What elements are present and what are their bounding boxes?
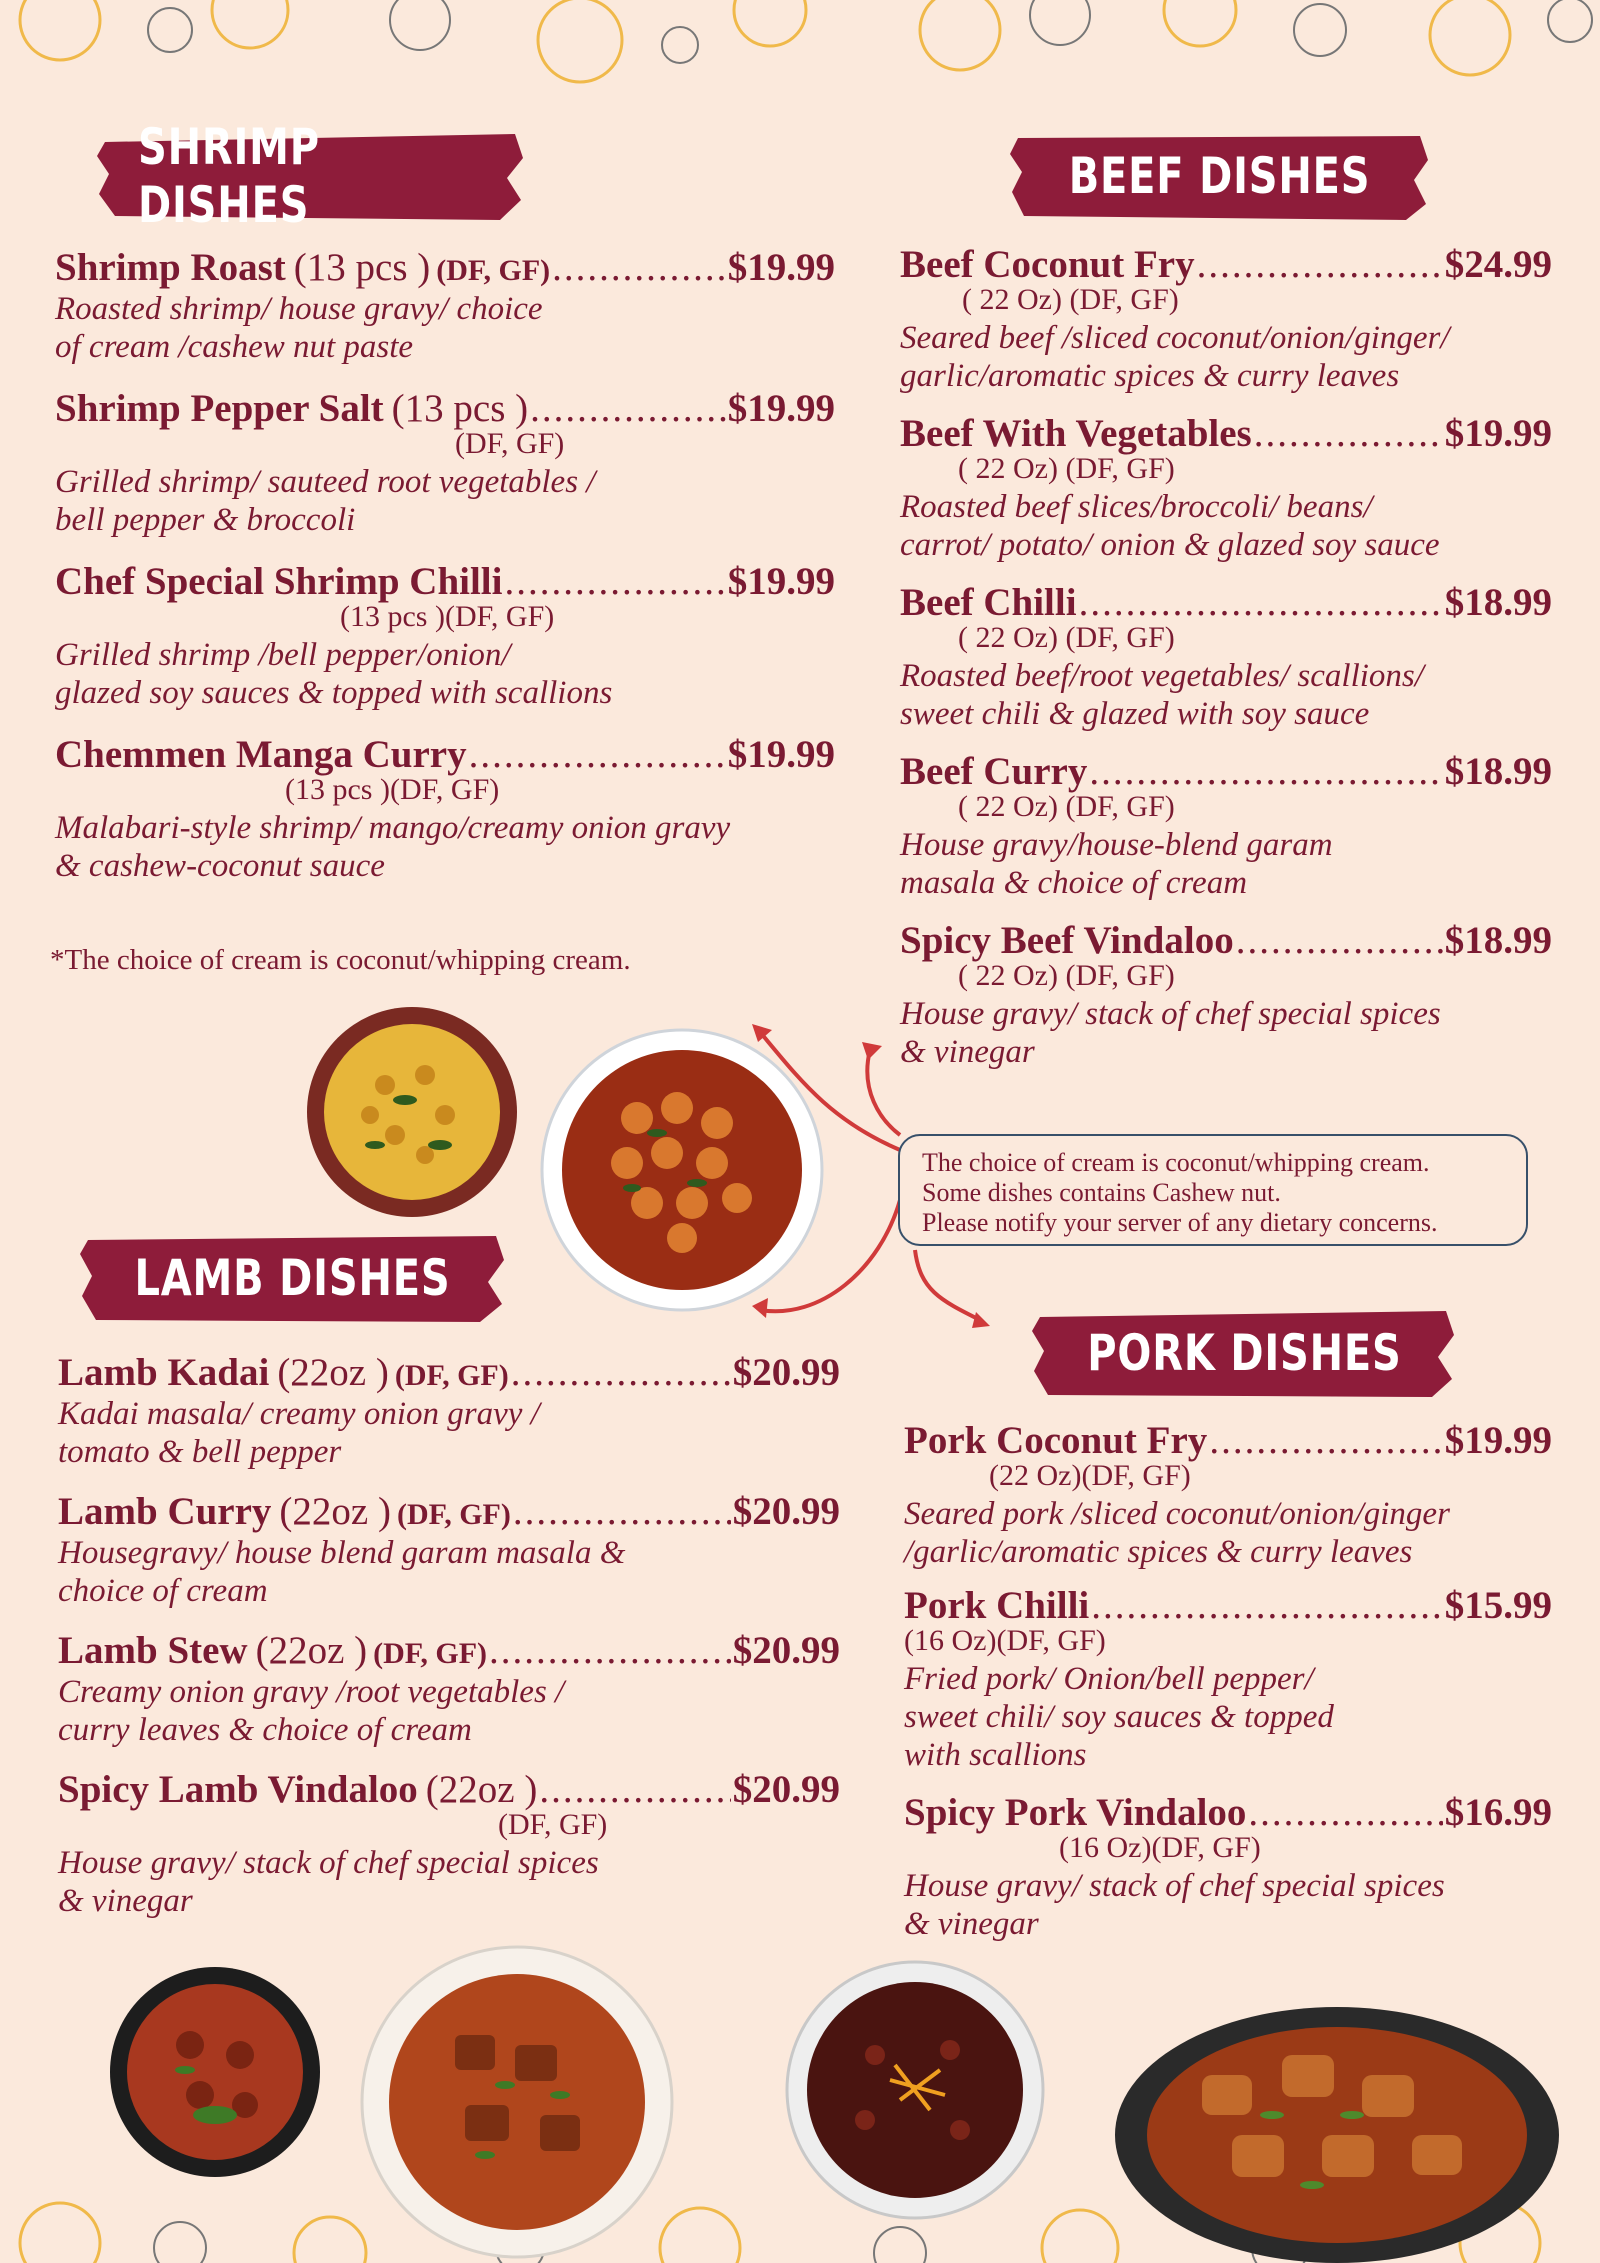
item-name: Lamb Curry bbox=[58, 1490, 272, 1533]
section-title: BEEF DISHES bbox=[1069, 147, 1371, 205]
item-price: $20.99 bbox=[732, 1768, 840, 1811]
item-diet-tag: (DF, GF) bbox=[394, 1359, 509, 1392]
item-name: Lamb Stew bbox=[58, 1629, 248, 1672]
item-price: $16.99 bbox=[1444, 1791, 1552, 1834]
item-subtitle: (13 pcs )(DF, GF) bbox=[285, 773, 500, 806]
menu-item bbox=[900, 242, 1552, 395]
item-name: Shrimp Roast bbox=[55, 246, 286, 289]
beef-dishes-banner bbox=[1010, 128, 1430, 224]
shrimp-section bbox=[55, 245, 835, 905]
menu-item bbox=[55, 732, 835, 885]
shrimp-dishes-banner bbox=[95, 118, 525, 234]
item-name: Lamb Kadai bbox=[58, 1351, 270, 1394]
item-description: Malabari-style shrimp/ mango/creamy onion gravy & cashew-coconut sauce bbox=[55, 810, 731, 884]
item-price: $18.99 bbox=[1444, 581, 1552, 624]
item-description: Roasted shrimp/ house gravy/ choice of cream /cashew nut paste bbox=[55, 291, 543, 365]
cream-note: *The choice of cream is coconut/whipping cream. bbox=[50, 944, 631, 976]
section-title: SHRIMP DISHES bbox=[138, 118, 320, 234]
item-quantity: (13 pcs ) bbox=[391, 387, 529, 430]
info-line: The choice of cream is coconut/whipping cream. bbox=[922, 1148, 1430, 1177]
item-price: $18.99 bbox=[1444, 919, 1552, 962]
lamb-dishes-banner bbox=[78, 1230, 506, 1326]
top-doodle-border bbox=[0, 0, 1600, 90]
item-price: $19.99 bbox=[727, 387, 835, 430]
item-price: $19.99 bbox=[1444, 1419, 1552, 1462]
item-name: Beef Curry bbox=[900, 750, 1088, 793]
pork-section bbox=[904, 1418, 1552, 1963]
item-subtitle: ( 22 Oz) (DF, GF) bbox=[958, 959, 1175, 992]
menu-item bbox=[904, 1583, 1552, 1774]
item-name: Pork Chilli bbox=[904, 1584, 1090, 1627]
item-description: Roasted beef/root vegetables/ scallions/ sweet chili & glazed with soy sauce bbox=[900, 658, 1424, 732]
item-price: $20.99 bbox=[732, 1490, 840, 1533]
menu-item bbox=[904, 1418, 1552, 1571]
item-name: Beef Coconut Fry bbox=[900, 243, 1195, 286]
item-subtitle: (DF, GF) bbox=[455, 427, 565, 460]
item-quantity: (22oz ) bbox=[279, 1490, 391, 1533]
menu-item bbox=[900, 580, 1552, 733]
item-subtitle: (16 Oz)(DF, GF) bbox=[1059, 1831, 1261, 1864]
item-description: Grilled shrimp/ sauteed root vegetables / bell pepper & broccoli bbox=[55, 464, 596, 538]
item-description: House gravy/house-blend garam masala & choice of cream bbox=[900, 827, 1333, 901]
item-diet-tag: (DF, GF) bbox=[373, 1637, 488, 1670]
item-subtitle: ( 22 Oz) (DF, GF) bbox=[962, 283, 1179, 316]
menu-item bbox=[900, 749, 1552, 902]
item-name: Shrimp Pepper Salt bbox=[55, 387, 384, 430]
info-line: Some dishes contains Cashew nut. bbox=[922, 1178, 1281, 1207]
item-price: $20.99 bbox=[732, 1629, 840, 1672]
item-name: Beef Chilli bbox=[900, 581, 1077, 624]
item-quantity: (13 pcs ) bbox=[293, 246, 431, 289]
menu-item bbox=[55, 245, 835, 366]
item-description: House gravy/ stack of chef special spices & vinegar bbox=[58, 1845, 599, 1919]
beef-section bbox=[900, 242, 1552, 1091]
shrimp-curry-bowl-image bbox=[295, 1005, 530, 1220]
item-name: Spicy Pork Vindaloo bbox=[904, 1791, 1247, 1834]
item-price: $19.99 bbox=[1444, 412, 1552, 455]
item-subtitle: ( 22 Oz) (DF, GF) bbox=[958, 452, 1175, 485]
menu-item bbox=[58, 1489, 840, 1610]
section-title: LAMB DISHES bbox=[134, 1249, 450, 1307]
item-description: Creamy onion gravy /root vegetables / curry leaves & choice of cream bbox=[58, 1674, 565, 1748]
item-subtitle: ( 22 Oz) (DF, GF) bbox=[958, 790, 1175, 823]
item-name: Pork Coconut Fry bbox=[904, 1419, 1208, 1462]
item-name: Spicy Lamb Vindaloo bbox=[58, 1768, 418, 1811]
dietary-info-box bbox=[898, 1134, 1528, 1246]
item-subtitle: (13 pcs )(DF, GF) bbox=[340, 600, 555, 633]
item-name: Chef Special Shrimp Chilli bbox=[55, 560, 503, 603]
lamb-section bbox=[58, 1350, 840, 1940]
item-description: Seared pork /sliced coconut/onion/ginger /garlic/aromatic spices & curry leaves bbox=[904, 1496, 1450, 1570]
menu-item bbox=[58, 1350, 840, 1471]
item-price: $19.99 bbox=[727, 733, 835, 776]
item-price: $19.99 bbox=[727, 246, 835, 289]
item-diet-tag: (DF, GF) bbox=[436, 254, 551, 287]
item-name: Beef With Vegetables bbox=[900, 412, 1252, 455]
item-description: House gravy/ stack of chef special spices & vinegar bbox=[904, 1868, 1445, 1942]
item-price: $20.99 bbox=[732, 1351, 840, 1394]
item-price: $24.99 bbox=[1444, 243, 1552, 286]
item-description: Seared beef /sliced coconut/onion/ginger/ garlic/aromatic spices & curry leaves bbox=[900, 320, 1450, 394]
item-price: $18.99 bbox=[1444, 750, 1552, 793]
item-quantity: (22oz ) bbox=[425, 1768, 538, 1811]
lamb-curry-bowl-image bbox=[105, 1965, 325, 2180]
menu-item bbox=[58, 1628, 840, 1749]
pork-dishes-banner bbox=[1032, 1305, 1456, 1401]
item-description: Kadai masala/ creamy onion gravy / tomato & bell pepper bbox=[58, 1396, 540, 1470]
menu-item bbox=[900, 411, 1552, 564]
item-name: Spicy Beef Vindaloo bbox=[900, 919, 1234, 962]
item-price: $15.99 bbox=[1444, 1584, 1552, 1627]
item-subtitle: (DF, GF) bbox=[498, 1808, 608, 1841]
item-description: House gravy/ stack of chef special spices & vinegar bbox=[900, 996, 1441, 1070]
menu-item bbox=[58, 1767, 840, 1920]
lamb-stew-bowl-image bbox=[355, 1945, 680, 2260]
item-subtitle: (16 Oz)(DF, GF) bbox=[904, 1624, 1106, 1657]
item-subtitle: (22 Oz)(DF, GF) bbox=[989, 1459, 1191, 1492]
item-description: Grilled shrimp /bell pepper/onion/ glazed soy sauces & topped with scallions bbox=[55, 637, 613, 711]
item-diet-tag: (DF, GF) bbox=[396, 1498, 511, 1531]
info-line: Please notify your server of any dietary concerns. bbox=[922, 1208, 1438, 1237]
item-description: Fried pork/ Onion/bell pepper/ sweet chili/ soy sauces & topped with scallions bbox=[904, 1661, 1334, 1773]
item-price: $19.99 bbox=[727, 560, 835, 603]
menu-item bbox=[904, 1790, 1552, 1943]
item-name: Chemmen Manga Curry bbox=[55, 733, 467, 776]
pork-curry-pan-image bbox=[1112, 1985, 1562, 2263]
item-subtitle: ( 22 Oz) (DF, GF) bbox=[958, 621, 1175, 654]
menu-item bbox=[55, 559, 835, 712]
item-quantity: (22oz ) bbox=[277, 1351, 389, 1394]
beef-curry-bowl-image bbox=[780, 1960, 1050, 2220]
menu-item bbox=[55, 386, 835, 539]
item-quantity: (22oz ) bbox=[255, 1629, 368, 1672]
item-description: Roasted beef slices/broccoli/ beans/ carrot/ potato/ onion & glazed soy sauce bbox=[900, 489, 1440, 563]
item-description: Housegravy/ house blend garam masala & choice of cream bbox=[58, 1535, 626, 1609]
section-title: PORK DISHES bbox=[1086, 1324, 1402, 1382]
